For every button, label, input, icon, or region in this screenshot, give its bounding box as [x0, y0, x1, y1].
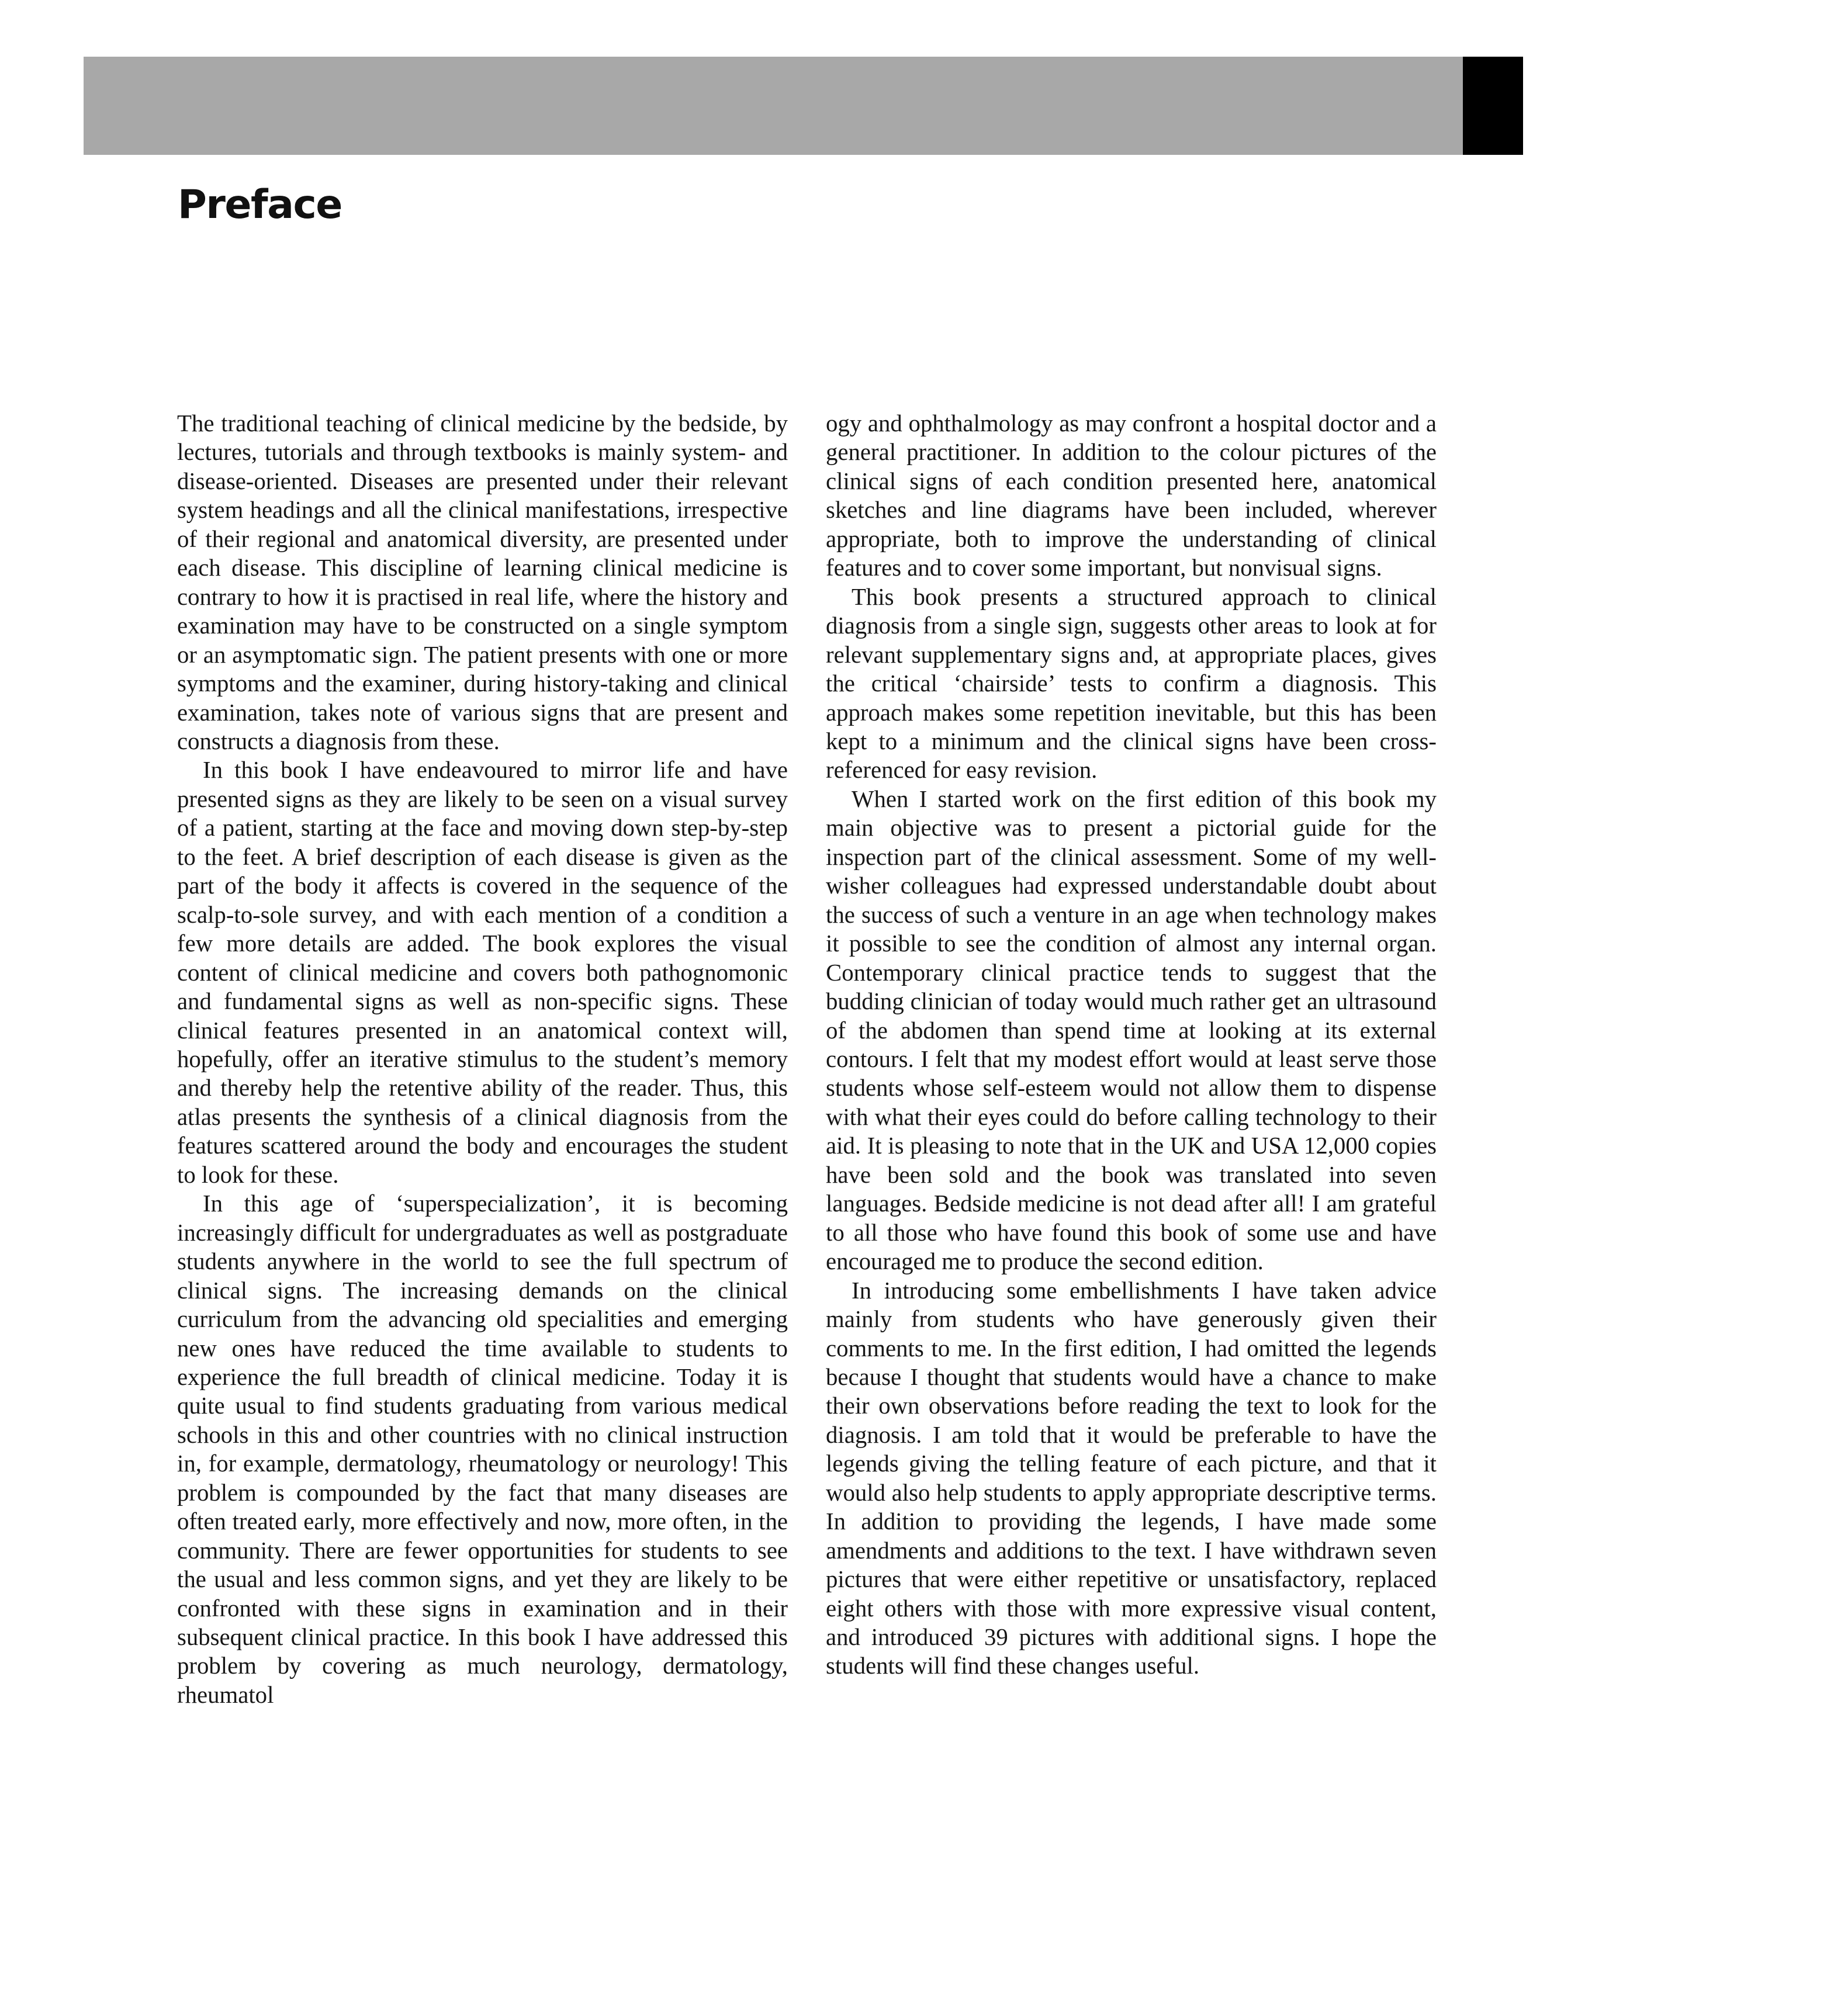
paragraph: In this age of ‘superspecialization’, it is becoming increasingly difficult for undergraduates as well as postgraduate students anywhere in the world to see the full spectrum of clinical signs. The increasing demands on the clinical curriculum from the advancing old specialities and emerging new ones have reduced the time available to students to experience the full breadth of clinical medicine. Today it is quite usual to find students graduating from various medical schools in this and other countries with no clinical instruction in, for example, dermatology, rheumatology or neurology! This problem is compounded by the fact that many diseases are often treated early, more effectively and now, more often, in the community. There are fewer opportunities for students to see the usual and less common signs, and yet they are likely to be confronted with these signs in examination and in their subsequent clinical practice. In this book I have addressed this problem by covering as much neurology, dermatology, rheumatol: [177, 1190, 788, 1708]
paragraph: In introducing some embellishments I have taken advice mainly from students who have generously given their comments to me. In the first edition, I had omitted the legends because I thought that students would have a chance to make their own observations before reading the text to look for the diagnosis. I am told that it would be preferable to have the legends giving the telling feature of each picture, and that it would also help students to apply appropriate descriptive terms. In addition to providing the legends, I have made some amendments and additions to the text. I have withdrawn seven pictures that were either repetitive or unsatisfactory, replaced eight others with those with more expressive visual content, and introduced 39 pictures with additional signs. I hope the students will find these changes useful.: [826, 1277, 1437, 1679]
chapter-header-band: [84, 57, 1463, 155]
page-title: Preface: [178, 182, 342, 228]
paragraph: When I started work on the first edition of this book my main objective was to present a pictorial guide for the inspection part of the clinical assessment. Some of my well-wisher colleagues had expressed understandable doubt about the success of such a venture in an age when technology makes it possible to see the condition of almost any internal organ. Contemporary clinical practice tends to suggest that the budding clinician of today would much rather get an ultrasound of the abdomen than spend time at looking at its external contours. I felt that my modest effort would at least serve those students whose self-esteem would not allow them to dispense with what their eyes could do before calling technology to their aid. It is pleasing to note that in the UK and USA 12,000 copies have been sold and the book was translated into seven languages. Bedside medicine is not dead after all! I am grateful to all those who have found this book of some use and have encouraged me to produce the second edition.: [826, 785, 1437, 1275]
paragraph: In this book I have endeavoured to mirror life and have presented signs as they are likely to be seen on a visual survey of a patient, starting at the face and moving down step-by-step to the feet. A brief description of each disease is given as the part of the body it affects is covered in the sequence of the scalp-to-sole survey, and with each mention of a condition a few more details are added. The book explores the visual content of clinical medicine and covers both pathognomonic and fundamental signs as well as non-specific signs. These clinical features presented in an anatomical context will, hopefully, offer an iterative stimulus to the student’s memory and thereby help the retentive ability of the reader. Thus, this atlas presents the synthesis of a clinical diagnosis from the features scattered around the body and encourages the student to look for these.: [177, 757, 788, 1188]
text-column-left: [177, 409, 788, 1709]
chapter-thumb-tab: [1463, 57, 1523, 155]
text-column-right: [826, 409, 1437, 1681]
paragraph: ogy and ophthalmology as may confront a hospital doctor and a general practitioner. In addition to the colour pictures of the clinical signs of each condition presented here, anatomical sketches and line diagrams have been included, wherever appropriate, both to improve the understanding of clinical features and to cover some important, but nonvisual signs.: [826, 410, 1437, 581]
paragraph: This book presents a structured approach to clinical diagnosis from a single sign, suggests other areas to look at for relevant supplementary signs and, at appropriate places, gives the critical ‘chairside’ tests to confirm a diagnosis. This approach makes some repetition inevitable, but this has been kept to a minimum and the clinical signs have been cross-referenced for easy revision.: [826, 583, 1437, 784]
paragraph: The traditional teaching of clinical medicine by the bedside, by lectures, tutorials and through textbooks is mainly system- and disease-oriented. Diseases are presented under their relevant system headings and all the clinical manifestations, irrespective of their regional and anatomical diversity, are presented under each disease. This discipline of learning clinical medicine is contrary to how it is practised in real life, where the history and examination may have to be constructed on a single symptom or an asymptomatic sign. The patient presents with one or more symptoms and the examiner, during history-taking and clinical examination, takes note of various signs that are present and constructs a diagnosis from these.: [177, 410, 788, 754]
